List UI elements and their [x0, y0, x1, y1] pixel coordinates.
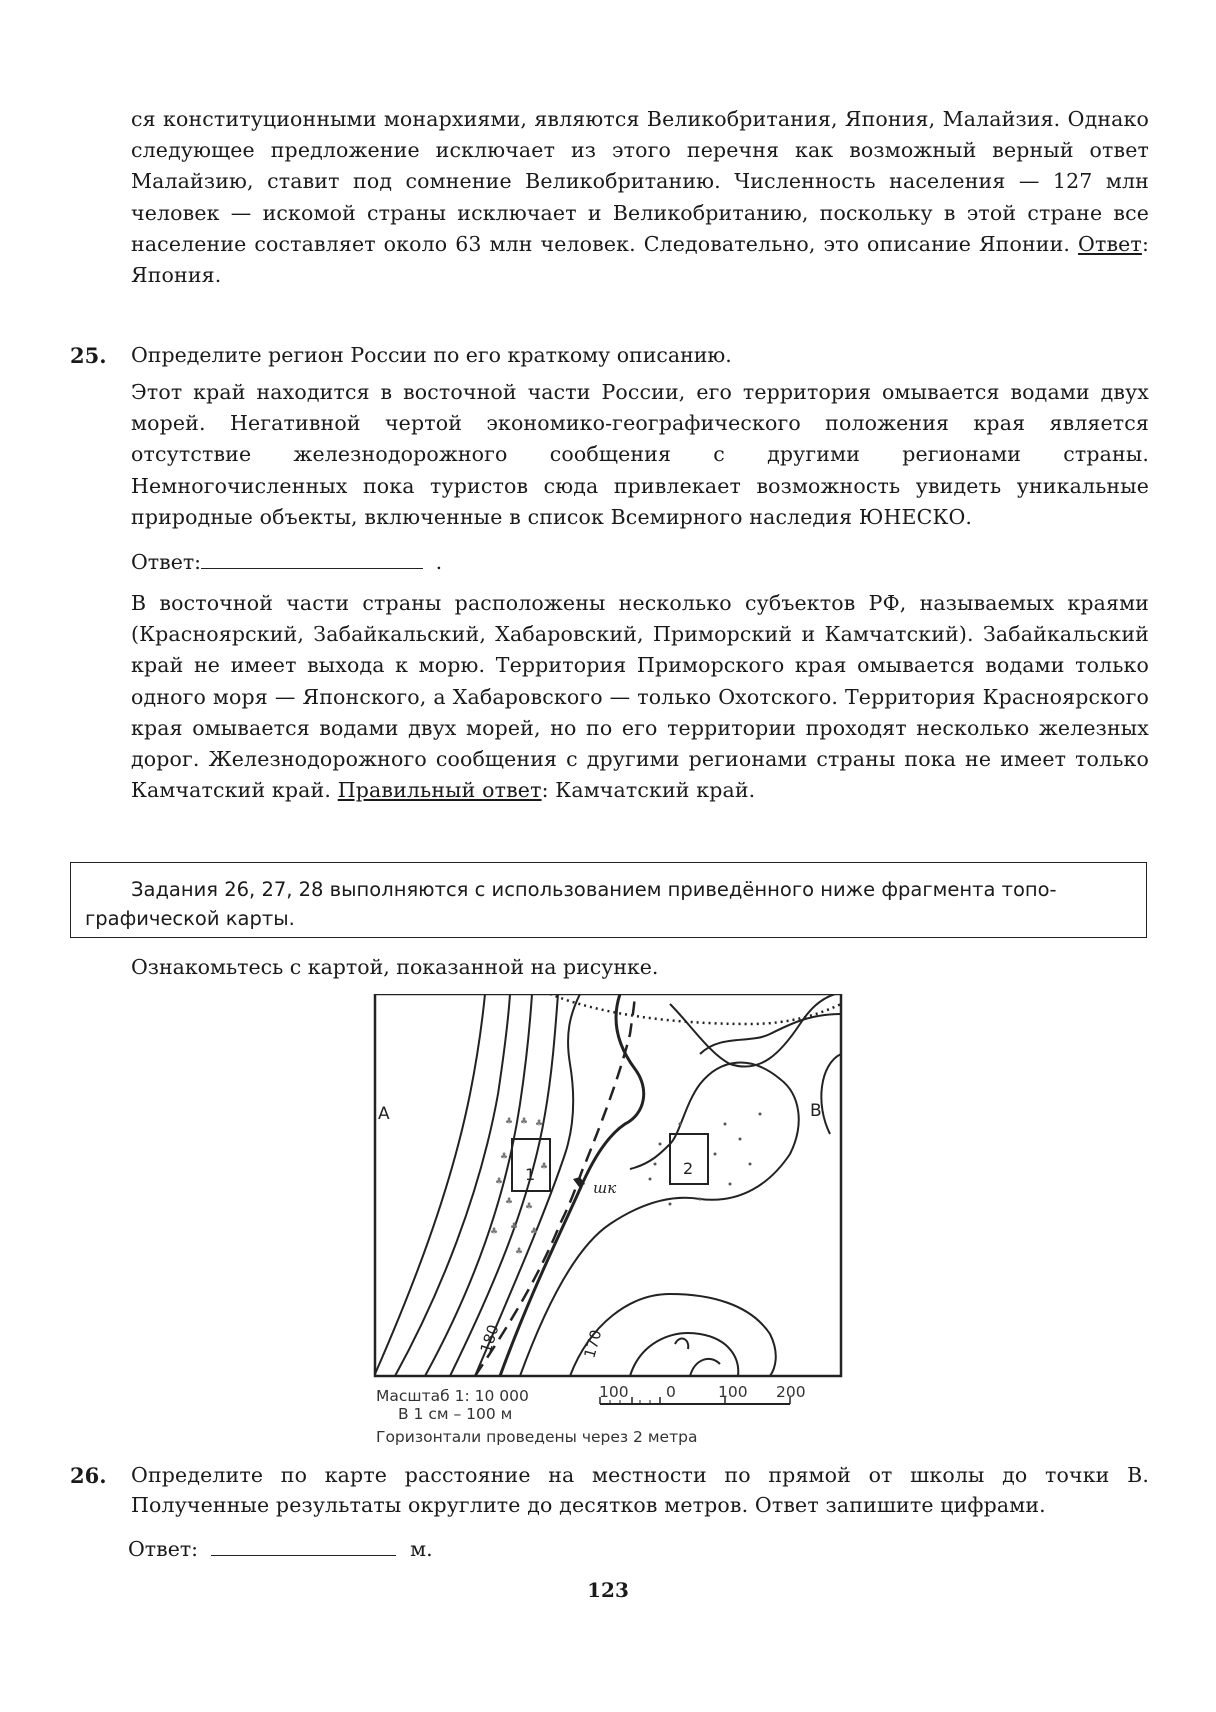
svg-text:♣: ♣: [540, 1162, 549, 1172]
task-box-line-1: Задания 26, 27, 28 выполняются с использованием приведённого ниже фрагмента топо-: [131, 878, 1057, 901]
question-25-prompt: Определите регион России по его краткому описанию.: [131, 343, 732, 367]
svg-text:♣: ♣: [505, 1197, 514, 1207]
svg-text:♣: ♣: [535, 1119, 544, 1129]
answer-blank[interactable]: [211, 1533, 396, 1556]
scale-tick-label: 0: [666, 1383, 676, 1401]
svg-text:♣: ♣: [530, 1227, 539, 1237]
svg-text:♣: ♣: [520, 1117, 529, 1127]
svg-text:♣: ♣: [495, 1177, 504, 1187]
svg-text:♣: ♣: [490, 1227, 499, 1237]
answer-blank[interactable]: [201, 546, 423, 569]
scale-tick-label: 200: [776, 1383, 806, 1401]
svg-text:♣: ♣: [525, 1202, 534, 1212]
svg-text:♣: ♣: [500, 1152, 509, 1162]
task-box-line-2: графической карты.: [85, 907, 295, 930]
svg-text:♣: ♣: [510, 1222, 519, 1232]
intro-text: ся конституционными монархиями, являются Великобритания, Япония, Малайзия. Однако следующее предложение исключает из этого перечня как возможный верный ответ Малайзию, ставит под сомнение Великобританию. Численность населения — 127 млн человек — искомой страны исключает и Великобританию, поскольку в этой стране все население составляет около 63 млн человек. Следовательно, это описание Японии.: [131, 107, 1149, 256]
question-25-explanation: [131, 588, 1149, 806]
scale-tick-label: 100: [718, 1383, 748, 1401]
answer-suffix: .: [435, 550, 443, 574]
area-2-label: 2: [683, 1159, 694, 1178]
explanation-text: В восточной части страны расположены несколько субъектов РФ, называемых краями (Красноярский, Забайкальский, Хабаровский, Приморский и Камчатский). Забайкальский край не имеет выхода к морю. Территория Приморского края омывается водами только одного моря — Японского, а Хабаровского — только Охотского. Территория Красноярского края омывается водами двух морей, но по его территории проходят несколько железных дорог. Железнодорожного сообщения с другими регионами страны пока не имеет только Камчатский край.: [131, 591, 1149, 803]
answer-label: Ответ:: [128, 1537, 199, 1561]
answer-unit: м.: [410, 1537, 433, 1561]
task-instructions-box: [70, 862, 1147, 938]
scale-tick-label: 100: [599, 1383, 629, 1401]
contour-interval-note: Горизонтали проведены через 2 метра: [376, 1428, 698, 1446]
correct-answer-value: : Камчатский край.: [541, 778, 756, 803]
intro-paragraph: [131, 104, 1149, 291]
answer-label: Ответ:: [131, 550, 202, 574]
page-number: 123: [587, 1578, 629, 1602]
svg-text:♣: ♣: [515, 1247, 524, 1257]
correct-answer-label: Правильный ответ: [337, 778, 542, 803]
question-26-answer-row: [128, 1533, 433, 1564]
svg-text:♣: ♣: [505, 1117, 514, 1127]
question-26-prompt: Определите по карте расстояние на местности по прямой от школы до точки В. Полученные результаты округлите до десятков метров. Ответ запишите цифрами.: [131, 1463, 1149, 1517]
scale-description: В 1 см – 100 м: [398, 1405, 513, 1423]
contour-170-label: 170: [580, 1327, 606, 1361]
question-25-description: Этот край находится в восточной части России, его территория омывается водами двух морей. Негативной чертой экономико-географического положения края является отсутствие железнодорожного сообщения с другими регионами страны. Немногочисленных пока туристов сюда привлекает возможность увидеть уникальные природные объекты, включенные в список Всемирного наследия ЮНЕСКО.: [131, 380, 1149, 529]
contour-180-label: 180: [476, 1322, 503, 1356]
point-b-label: В: [810, 1101, 822, 1121]
intro-answer-value: : Япония.: [131, 231, 1149, 288]
map-intro: Ознакомьтесь с картой, показанной на рисунке.: [131, 955, 659, 979]
question-25-answer-row: [131, 546, 442, 577]
point-a-label: А: [378, 1104, 390, 1124]
intro-answer-label: Ответ: [1078, 231, 1142, 256]
question-26-number: 26.: [70, 1463, 107, 1488]
scale-ratio: Масштаб 1: 10 000: [376, 1387, 529, 1405]
question-25-number: 25.: [70, 343, 107, 368]
school-label: шк: [593, 1179, 617, 1197]
area-1-label: 1: [525, 1165, 536, 1184]
